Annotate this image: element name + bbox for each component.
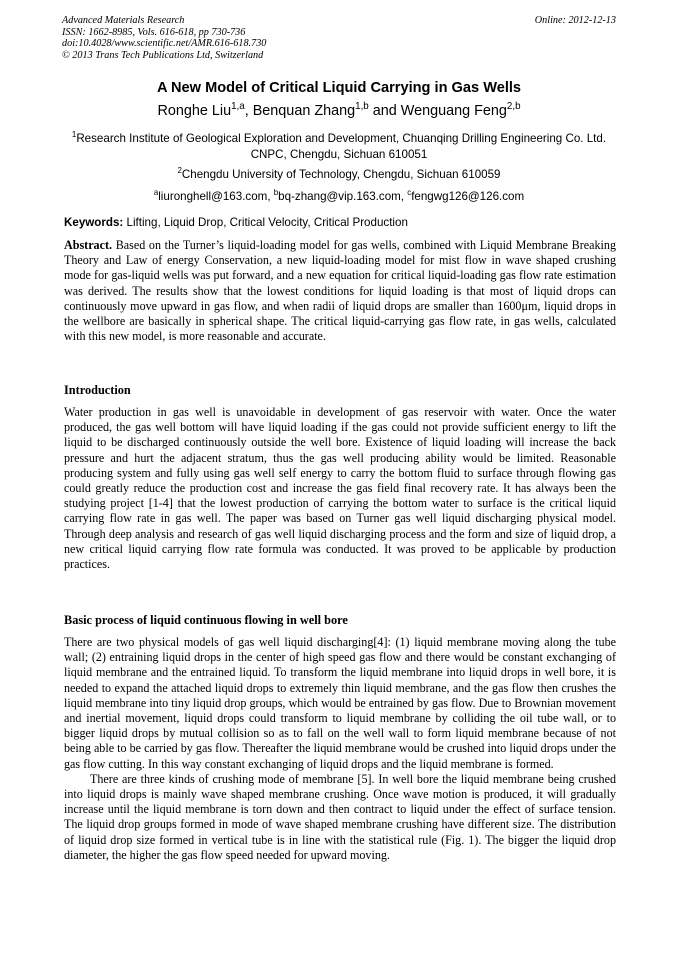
abstract xyxy=(64,238,616,344)
email-address: fengwg126@126.com xyxy=(411,190,525,203)
email-address: liuronghell@163.com xyxy=(158,190,268,203)
keywords xyxy=(64,216,616,229)
email-separator: , xyxy=(400,190,408,203)
affiliation-1 xyxy=(62,131,616,162)
author-name: Ronghe Liu xyxy=(157,103,232,119)
online-date: Online: 2012-12-13 xyxy=(534,15,616,26)
keywords-text: Lifting, Liquid Drop, Critical Velocity, Critical Production xyxy=(126,216,408,229)
paper-title: A New Model of Critical Liquid Carrying in Gas Wells xyxy=(156,80,522,96)
abstract-text: Based on the Turner’s liquid-loading model for gas wells, combined with Liquid Membrane Breaking Theory and Law of energy Conservation, a new liquid-loading model for mist flow in wave shaped crushing mode for gas-liquid wells was put forward, and a new equation for critical liquid-loading gas flow rate estimation was derived. The results show that the lowest conditions for liquid loading is that most of liquid drops can continuously move upward in gas flow, and when radii of liquid drops are smaller than 1600μm, liquid drops in the wellbore are basically in spherical shape. The critical liquid-carrying gas flow rate, in gas wells, calculated with this new model, is more reasonable and accurate. xyxy=(64,238,616,344)
author-name: Wenguang Feng xyxy=(400,103,507,119)
affiliation-text: Research Institute of Geological Exploration and Development, Chuanqing Drilling Engineering Co. Ltd. CNPC, Chengdu, Sichuan 610051 xyxy=(76,132,607,161)
email-mark: a xyxy=(153,188,159,198)
section-heading: Basic process of liquid continuous flowing in well bore xyxy=(64,613,348,627)
author-affiliation-mark: 2,b xyxy=(506,101,521,113)
author-affiliation-mark: 1,a xyxy=(231,101,245,113)
email-separator: , xyxy=(267,190,274,203)
author-list xyxy=(62,103,616,119)
email-mark: b xyxy=(273,188,279,198)
author-separator: and xyxy=(368,103,401,119)
email-mark: c xyxy=(407,188,412,198)
introduction-heading: Introduction xyxy=(64,383,131,397)
email-line xyxy=(62,189,616,205)
journal-header xyxy=(62,15,616,61)
affiliation-text: Chengdu University of Technology, Chengdu, Sichuan 610059 xyxy=(181,168,501,181)
author-name: Benquan Zhang xyxy=(252,103,356,119)
paragraph: There are three kinds of crushing mode of membrane [5]. In well bore the liquid membrane being crushed into liquid drops is mainly wave shaped membrane crushing. Once wave motion is produced, it will gradually increase until the liquid membrane is torn down and then contract to liquid under the effect of surface tension. The liquid drop groups formed in mode of wave shaped membrane crushing have different size. The distribution of liquid drop size formed in vertical tube is in line with the statistical rule (Fig. 1). The bigger the liquid drop diameter, the higher the gas flow speed needed for upward moving. xyxy=(64,771,616,862)
email-address: bq-zhang@vip.163.com xyxy=(278,190,401,203)
journal-name: Advanced Materials Research xyxy=(62,15,185,26)
introduction-text xyxy=(64,405,616,572)
affiliation-mark: 2 xyxy=(177,166,182,176)
affiliation-2 xyxy=(62,167,616,183)
copyright-line: © 2013 Trans Tech Publications Ltd, Switzerland xyxy=(62,49,264,61)
paragraph: Water production in gas well is unavoidable in development of gas reservoir with water. Once the water produced, the gas well bottom will have liquid loading if the gas could not provide sufficient energy to lift the liquid to be discharged continuously outside the well bore. Existence of liquid loading will increase the back pressure and hurt the adjacent stratum, thus the gas well producing ability would be limited. Reasonable producing system and fully using gas well self energy to carry the bottom fluid to surface through flowing gas could greatly reduce the production cost and increase the gas field final recovery rate. It has always been the studying project [1-4] that the lowest production of carrying the bottom water to surface is the critical liquid carrying flow rate in gas well. The paper was based on Turner gas well liquid discharging physical model. Through deep analysis and research of gas well liquid discharging process and the form and size of liquid drop, a new critical liquid carrying flow rate formula was conducted. It was proved to be applicable by production practices. xyxy=(64,405,616,572)
paragraph: There are two physical models of gas well liquid discharging[4]: (1) liquid membrane moving along the tube wall; (2) entraining liquid drops in the center of high speed gas flow and there would be constant exchanging of liquid membrane and the entrained liquid. To transform the liquid membrane into liquid drops in well bore, it is needed to expand the attached liquid drops to extremely thin liquid membrane, and the gas flow then crushes the liquid membrane into tiny liquid drop groups, which would be entrained by gas flow. Due to Brownian movement and inertial movement, liquid drops could transform to liquid membrane by colliding the oil tube wall, or to bigger liquid drops by mutual collision so as to fall on the well wall to form liquid membrane because of not being able to be carried by gas flow. Thereafter the liquid membrane would be crushed into liquid drops under the gas flow cutting. In this way constant exchanging of liquid drops and the liquid membrane is formed. xyxy=(64,635,616,771)
keywords-label: Keywords: xyxy=(64,216,124,229)
author-separator: , xyxy=(244,103,253,119)
section-text xyxy=(64,635,616,863)
doi-line: doi:10.4028/www.scientific.net/AMR.616-618.730 xyxy=(62,38,267,49)
affiliation-mark: 1 xyxy=(71,130,77,140)
issn-line: ISSN: 1662-8985, Vols. 616-618, pp 730-736 xyxy=(62,26,246,38)
abstract-label: Abstract. xyxy=(64,238,113,252)
author-affiliation-mark: 1,b xyxy=(355,101,369,113)
